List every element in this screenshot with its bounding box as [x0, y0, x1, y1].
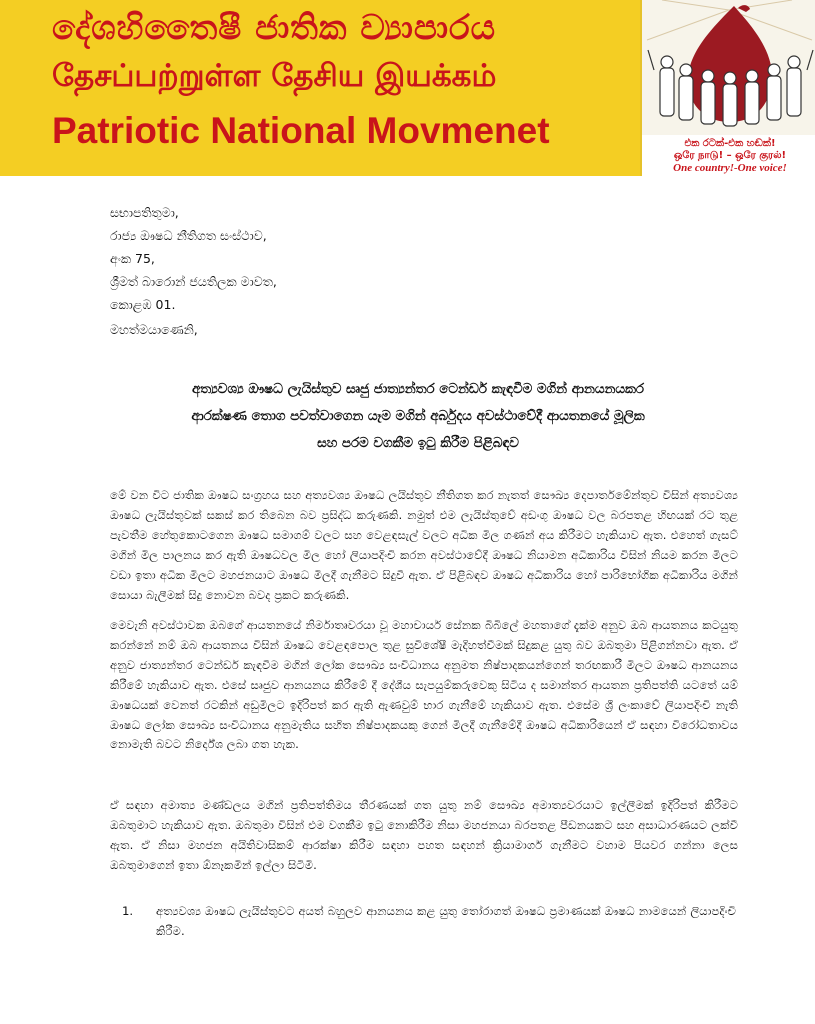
address-line: ශ්‍රීමත් බාරොන් ජයතිලක මාවත,	[110, 274, 277, 289]
subject-line: ආරක්ෂණ තොග පවත්වාගෙන යෑම මගින් අර්බුදය අවස්ථාවේදී ආයතනයේ මූලික	[191, 409, 645, 424]
list-item-number: 1.	[122, 904, 134, 918]
org-name-sinhala: දේශහිතෛෂී ජාතික ව්‍යාපාරය	[52, 8, 497, 48]
subject-line: අත්‍යවශ්‍ය ඖෂධ ලැයිස්තුව සෘජු ජාත්‍යන්තර ටෙන්ඩර් කැඳවීම මගින් ආනයනයකර	[192, 382, 644, 397]
org-name-english: Patriotic National Movmenet	[52, 110, 550, 151]
organization-title-block	[0, 0, 640, 176]
subject-line: සහ පරම වගකීම ඉටු කිරීම පිළිබඳව	[317, 436, 519, 451]
body-paragraph-1: මේ වන විට ජාතික ඖෂධ සංග්‍රහය සහ අත්‍යවශ්‍ය ඖෂධ ලයිස්තුව නීතිගත කර නැතත් සෞඛ්‍ය දෙපාර්තමේන්තුව විසින් අත්‍යවශ්‍ය ඖෂධ ලැයිස්තුවක් සකස් කර තිබෙන බව ප්‍රසිද්ධ කරුණකි. නමුත් එම ලැයිස්තුවේ අඩංගු ඖෂධ වල බරපතළ හිඟයක් රට තුළ පැවතීම හේතුකොටගෙන ඖෂධ සමාගම් වලට සහ වෙළඳසැල් වලට අධික මිල ගණන් අය කිරීමට හැකියාව ඇත. එහෙත් ගැසට් මගින් මිල පාලනය කර ඇති ඖෂධවල මිල හෝ ලියාපදිංචි කරන අවස්ථාවේදී ඖෂධ නියාමන අධිකාරිය විසින් නියම කරන මිලට වඩා ඉතා අධික මිලට මහජනයාට ඖෂධ මිලදී ගැනීමට සිදුවී ඇත. ඒ පිළිබඳව ඖෂධ අධිකාරිය හෝ පාරිභෝගික අධිකාරිය මගින් සොයා බැලීමක් සිදු නොවන බවද ප්‍රකට කරුණකි.	[110, 488, 738, 602]
logo	[640, 0, 815, 176]
slogan-english: One country!-One voice!	[673, 162, 787, 174]
address-line: රාජ්‍ය ඖෂධ නීතිගත සංස්ථාව,	[110, 228, 267, 243]
letterhead-banner	[0, 0, 815, 176]
address-line: සභාපතිතුමා,	[110, 205, 179, 220]
letter-subject	[88, 376, 748, 457]
address-line: කොළඹ 01.	[110, 297, 176, 312]
list-item-text: අත්‍යවශ්‍ය ඖෂධ ලැයිස්තුවට අයත් බහුලව ආනයනය කළ යුතු තෝරාගත් ඖෂධ ප්‍රමාණයක් ඖෂධ නාමයෙන් ලියාපදිංචි කිරීම.	[156, 904, 736, 938]
address-line: අංක 75,	[110, 251, 155, 266]
org-name-tamil: தேசப்பற்றுள்ள தேசிய இயக்கம்	[52, 58, 497, 94]
body-paragraph-3: ඒ සඳහා අමාත්‍ය මණ්ඩලය මගින් ප්‍රතිපත්තිමය තීරණයක් ගත යුතු නම් සෞඛ්‍ය අමාත්‍යවරයාට ඉල්ලීමක් ඉදිරිපත් කිරීමට ඔබතුමාට හැකියාව ඇත. ඔබතුමා විසින් එම වගකීම ඉටු නොකිරීම නිසා මහජනයා බරපතළ පීඩනයකට සහ අසාධාරණයට ලක්වී ඇත. ඒ නිසා මහජන අයිතිවාසිකම් ආරක්ෂා කිරීම සඳහා පහත සඳහන් ක්‍රියාමාර්ග ගැනීමට වහාම පියවර ගන්නා ලෙස ඔබතුමාගෙන් ඉතා ඕනෑකමින් ඉල්ලා සිටිමි.	[110, 798, 738, 872]
slogan-sinhala: එක රටක්-එක හඬක්!	[684, 138, 776, 149]
slogan-tamil: ஒரே நாடு! – ஒரே குரல்!	[673, 150, 787, 161]
recipient-address	[110, 201, 510, 316]
body-paragraph-2: මෙවැනි අවස්ථාවක ඔබගේ ආයතනයේ නිර්මාතෘවරයා වූ මහාචාර්ය සේනක බිබිලේ මහතාගේ දැක්ම අනුව ඔබ ආයතනය කටයුතු කරන්නේ නම් ඔබ ආයතනය විසින් ඖෂධ වෙළඳපොල තුළ සුවිශේෂී මැදිහත්වීමක් සිදුකළ යුතු බව ඔබතුමා පිළිගන්නවා ඇත. ඒ අනුව ජාත්‍යන්තර ටෙන්ඩර් කැඳවීම මගින් ලෝක සෞඛ්‍ය සංවිධානය අනුමත නිෂ්පාදකයන්ගෙන් තරඟකාරී මිලට ඖෂධ ආනයනය කිරීමේ හැකියාව ඇත. එසේ සෘජුව ආනයනය කිරීමේ දී දේශීය සැපයුම්කරුවෙකු සිටිය ද සමාන්තර ආයතන ප්‍රතිපත්ති යටතේ යම් ඖෂධයක් වෙනත් රටකින් අඩුමිලට ඉදිරිපත් කර ඇති ඇණවුම් භාර ගැනීමේ හැකියාව ඇත. එසේම ශ්‍රී ලංකාවේ ලියාපදිංචි නැති ඖෂධ ලෝක සෞඛ්‍ය සංවිධානය අනුමැතිය සහිත නිෂ්පාදකයකු ගෙන් මිලදී ගැනීමේදී ඖෂධ අධිකාරියෙන් ඒ සඳහා විරෝධතාවය නොමැති බවට නිර්දේශ ලබා ගත හැක.	[110, 618, 738, 752]
map-drop-people-emblem-icon	[642, 0, 815, 135]
salutation: මහත්මයාණෙනි,	[110, 322, 198, 337]
